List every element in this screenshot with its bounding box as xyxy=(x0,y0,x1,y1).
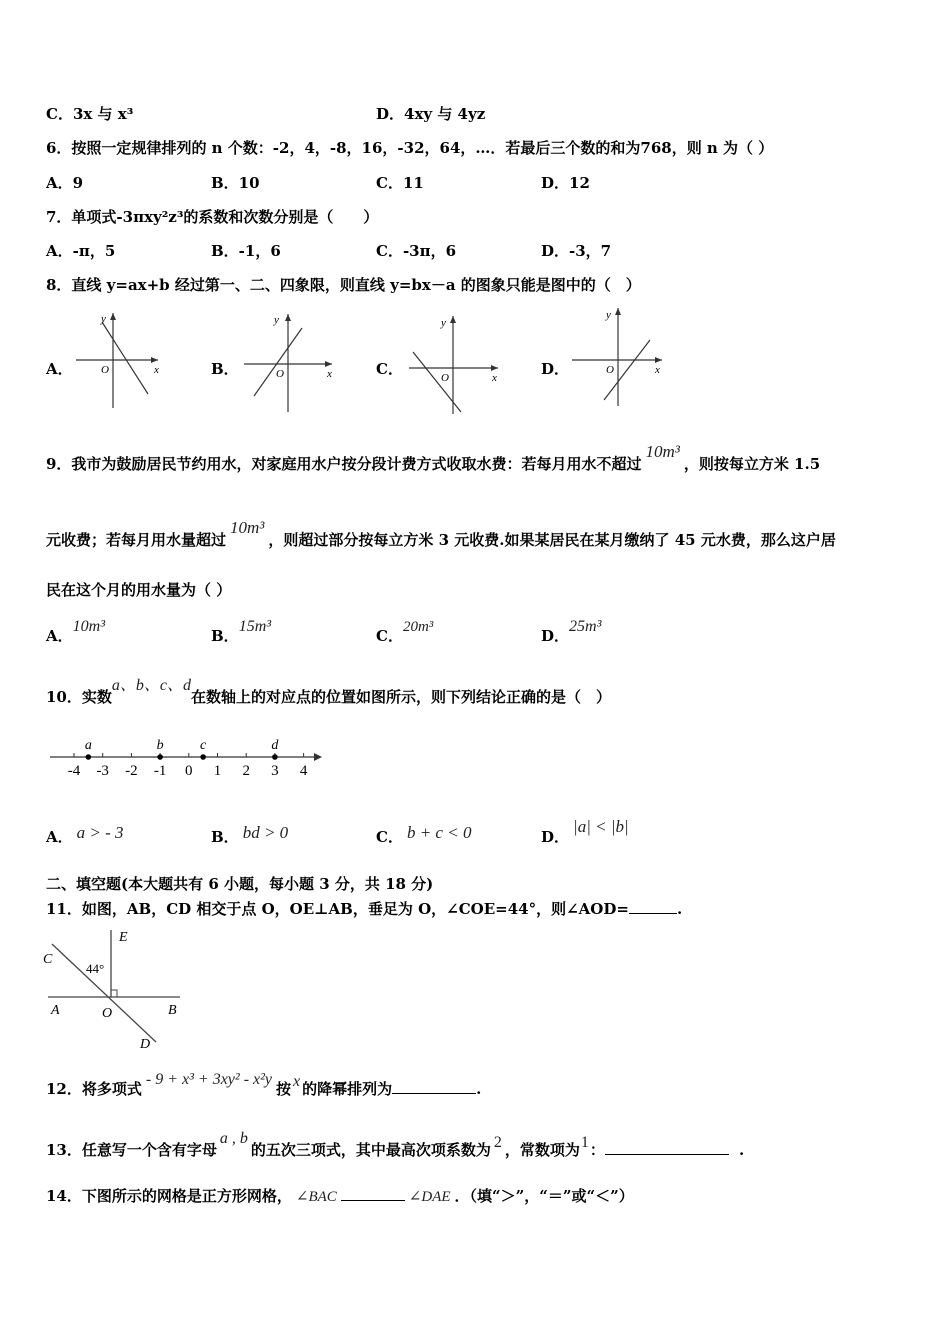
q7-option-a: A．-π，5 xyxy=(46,242,116,260)
q5-option-c xyxy=(46,103,133,124)
q13-answer-blank[interactable] xyxy=(605,1154,729,1155)
q6-option-a: A．9 xyxy=(46,174,84,192)
number-line-point-label-c: c xyxy=(200,738,207,753)
q6-option-b: B．10 xyxy=(211,174,260,192)
q10-number-line xyxy=(46,730,331,782)
number-line-point-label-a: a xyxy=(84,738,92,753)
q8-option-b-label: B． xyxy=(211,360,239,378)
number-line-tick-label: -2 xyxy=(125,763,138,779)
q10-option-d-value: |a| < |b| xyxy=(573,817,629,836)
q12-end: . xyxy=(476,1080,482,1098)
q8-option-d-label: D． xyxy=(541,360,570,378)
q14-angle-bac: ∠BAC xyxy=(295,1189,337,1205)
q8-graph-d xyxy=(568,304,668,409)
q10-option-c-label: C． xyxy=(376,828,403,846)
q6-question: 6．按照一定规律排列的 n 个数：-2，4，-8，16，-32，64，…．若最后三个数的和为768，则 n 为（ ） xyxy=(46,139,774,157)
q9-option-c-label: C． xyxy=(376,627,403,645)
q9-line1 xyxy=(46,442,821,474)
q9-line2 xyxy=(46,518,836,550)
q8-option-a-label: A． xyxy=(46,360,73,378)
number-line-point-label-b: b xyxy=(156,738,164,753)
q11-label-b: B xyxy=(168,1003,177,1018)
q8-c-x-label: x xyxy=(492,372,497,384)
number-line-tick-label: -4 xyxy=(67,763,81,779)
q9-option-d-value: 25m³ xyxy=(569,618,602,635)
q9-line1-end: ，则按每立方米 1.5 xyxy=(683,455,821,473)
q13-num-2: 2 xyxy=(493,1134,502,1151)
q10-option-a-value: a > - 3 xyxy=(76,823,124,842)
q5-option-d xyxy=(376,103,485,124)
q8-b-y-label: y xyxy=(274,314,279,326)
q9-option-b-value: 15m³ xyxy=(238,618,272,635)
q10-suffix: 在数轴上的对应点的位置如图所示，则下列结论正确的是（ ） xyxy=(190,688,611,706)
q8-c-y-label: y xyxy=(441,317,446,329)
q10-option-a-label: A． xyxy=(46,828,73,846)
q12-var: x xyxy=(293,1073,301,1090)
q8-b-origin-label: O xyxy=(276,368,284,380)
q13-mid1: 的五次三项式，其中最高次项系数为 xyxy=(250,1141,491,1159)
number-line-tick-label: 1 xyxy=(213,763,222,779)
q10-option-d-label: D． xyxy=(541,828,570,846)
q8-d-x-label: x xyxy=(655,364,660,376)
q9-option-c xyxy=(376,619,434,646)
q14-question xyxy=(46,1185,634,1206)
number-line-point-d xyxy=(272,754,278,760)
q13-mid2: ，常数项为 xyxy=(504,1141,580,1159)
q11-angle-label: 44° xyxy=(86,961,105,976)
q8-a-x-label: x xyxy=(154,364,159,376)
number-line-point-c xyxy=(200,754,206,760)
q8-a-y-label: y xyxy=(101,313,106,325)
number-line-point-b xyxy=(157,754,163,760)
q9-option-d xyxy=(541,618,602,646)
q8-a-origin-label: O xyxy=(101,364,109,376)
q14-suffix: ．（填“＞”，“＝”或“＜”） xyxy=(454,1187,634,1205)
q9-line2-text: 元收费；若每月用水量超过 xyxy=(46,531,227,549)
q10-option-d xyxy=(541,817,629,847)
q9-line1-text: 9．我市为鼓励居民节约用水，对家庭用水户按分段计费方式收取水费：若每月用水不超过 xyxy=(46,455,642,473)
q5-option-c-label: C． xyxy=(46,105,73,123)
q8-d-y-label: y xyxy=(606,309,611,321)
q9-option-a-value: 10m³ xyxy=(72,618,105,635)
q14-answer-blank[interactable] xyxy=(341,1200,405,1201)
q10-vars: a、b、c、d xyxy=(111,677,191,694)
q10-option-c-value: b + c < 0 xyxy=(406,823,472,842)
number-line-point-label-d: d xyxy=(271,738,279,753)
q9-line2-end: ，则超过部分按每立方米 3 元收费.如果某居民在某月缴纳了 45 元水费，那么这户居 xyxy=(268,531,836,549)
q5-option-c-text: 3x 与 x³ xyxy=(72,105,134,123)
q9-math-1: 10m³ xyxy=(645,442,680,461)
q11-answer-blank[interactable] xyxy=(629,913,677,914)
q12-prefix: 12．将多项式 xyxy=(46,1080,142,1098)
q5-option-d-text: 4xy 与 4yz xyxy=(404,105,486,123)
q10-option-b-label: B． xyxy=(211,828,239,846)
q13-prefix: 13．任意写一个含有字母 xyxy=(46,1141,217,1159)
q14-angle-dae: ∠DAE xyxy=(408,1189,451,1205)
q11-label-c: C xyxy=(43,952,53,967)
section2-title: 二、填空题(本大题共有 6 小题，每小题 3 分，共 18 分) xyxy=(46,875,434,893)
q10-option-b-value: bd > 0 xyxy=(242,823,289,842)
q10-option-c xyxy=(376,823,472,847)
number-line-tick-label: 0 xyxy=(185,763,193,779)
q8-b-x-label: x xyxy=(327,368,332,380)
q11-figure xyxy=(40,926,190,1056)
q9-option-b-label: B． xyxy=(211,627,239,645)
number-line-tick-label: 4 xyxy=(299,763,308,779)
q8-option-c-label: C． xyxy=(376,360,403,378)
q8-graph-b xyxy=(238,308,338,413)
q12-polynomial: - 9 + x³ + 3xy² - x²y xyxy=(145,1071,273,1088)
number-line-tick-label: -3 xyxy=(96,763,109,779)
q11-text: 11．如图，AB，CD 相交于点 O，OE⊥AB，垂足为 O，∠COE=44°，则∠AOD= xyxy=(46,900,629,918)
q6-option-d: D．12 xyxy=(541,174,590,192)
q9-option-d-label: D． xyxy=(541,627,570,645)
q13-mid3: ： xyxy=(589,1141,605,1159)
q12-answer-blank[interactable] xyxy=(392,1093,476,1094)
q7-option-b: B．-1，6 xyxy=(211,242,281,260)
q8-c-origin-label: O xyxy=(441,372,449,384)
q8-question: 8．直线 y=ax+b 经过第一、二、四象限，则直线 y=bx－a 的图象只能是图中的（ ） xyxy=(46,276,641,294)
q13-question xyxy=(46,1130,745,1160)
q13-end: . xyxy=(738,1141,745,1159)
q12-question xyxy=(46,1071,482,1099)
q12-mid: 按 xyxy=(276,1080,292,1098)
number-line-tick-label: 2 xyxy=(242,763,250,779)
q9-math-2: 10m³ xyxy=(230,518,265,537)
q12-suffix: 的降幂排列为 xyxy=(302,1080,393,1098)
q13-vars: a , b xyxy=(219,1130,248,1147)
q13-num-1: 1 xyxy=(580,1134,589,1151)
q9-option-a xyxy=(46,618,105,646)
number-line-tick-label: 3 xyxy=(271,763,279,779)
q5-option-d-label: D． xyxy=(376,105,405,123)
q10-question xyxy=(46,677,611,707)
number-line-point-a xyxy=(86,754,92,760)
q8-graph-a xyxy=(70,308,165,413)
q10-option-b xyxy=(211,823,289,847)
q9-line3: 民在这个月的用水量为（ ） xyxy=(46,581,232,599)
q9-option-c-value: 20m³ xyxy=(402,619,434,635)
q7-option-d: D．-3，7 xyxy=(541,242,612,260)
q14-prefix: 14．下图所示的网格是正方形网格， xyxy=(46,1187,292,1205)
q11-label-a: A xyxy=(51,1003,60,1018)
q11-label-e: E xyxy=(119,930,128,945)
q7-question: 7．单项式-3πxy²z³的系数和次数分别是（ ） xyxy=(46,208,379,226)
q10-option-a xyxy=(46,823,124,847)
q8-d-origin-label: O xyxy=(606,364,614,376)
q11-end: . xyxy=(676,900,683,918)
number-line-tick-label: -1 xyxy=(153,763,167,779)
q11-question xyxy=(46,898,682,919)
q11-label-o: O xyxy=(102,1006,113,1021)
q11-label-d: D xyxy=(140,1037,151,1052)
q7-option-c: C．-3π，6 xyxy=(376,242,457,260)
q10-prefix: 10．实数 xyxy=(46,688,112,706)
q6-option-c: C．11 xyxy=(376,174,424,192)
q8-graph-c xyxy=(403,310,503,415)
q9-option-a-label: A． xyxy=(46,627,73,645)
q9-option-b xyxy=(211,618,272,646)
